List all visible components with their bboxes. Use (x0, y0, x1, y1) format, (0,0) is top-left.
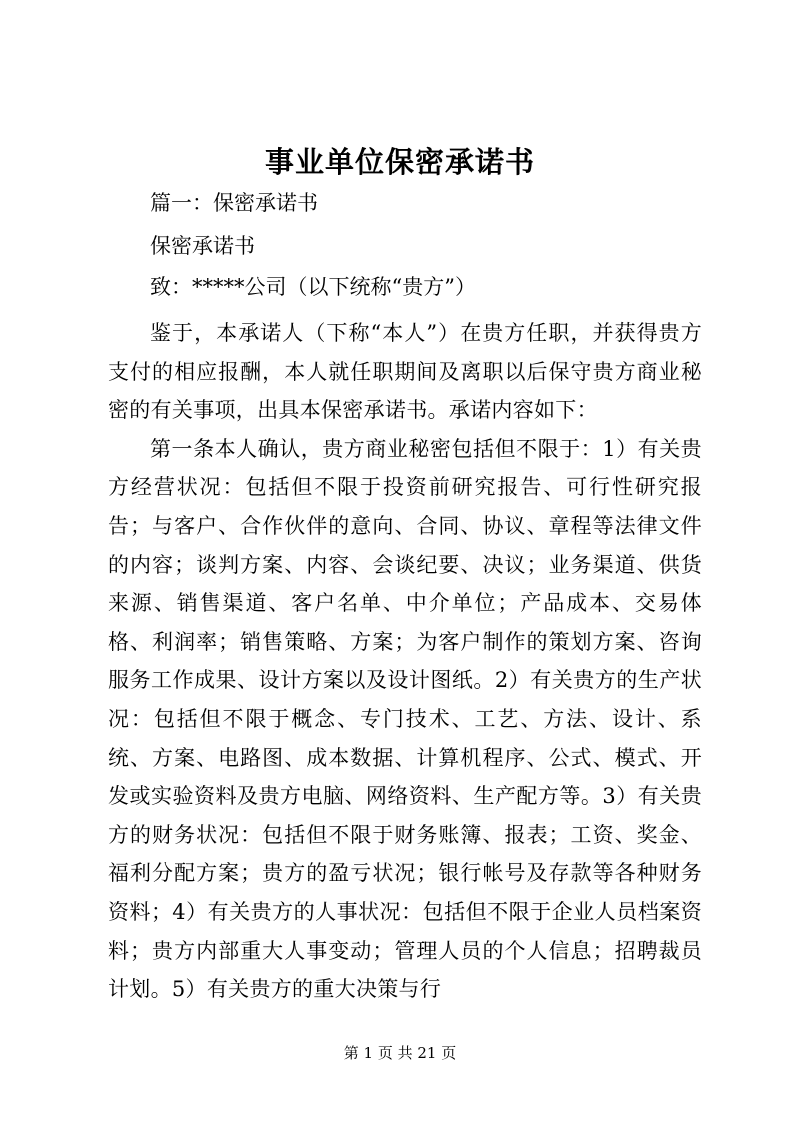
page-title: 事业单位保密承诺书 (264, 145, 535, 179)
article-one-paragraph: 第一条本人确认，贵方商业秘密包括但不限于：1）有关贵方经营状况：包括但不限于投资前研究报告、可行性研究报告；与客户、合作伙伴的意向、合同、协议、章程等法律文件的内容；谈判方案、内容、会谈纪要、决议；业务渠道、供货来源、销售渠道、客户名单、中介单位；产品成本、交易体格、利润率；销售策略、方案；为客户制作的策划方案、咨询服务工作成果、设计方案以及设计图纸。2）有关贵方的生产状况：包括但不限于概念、专门技术、工艺、方法、设计、系统、方案、电路图、成本数据、计算机程序、公式、模式、开发或实验资料及贵方电脑、网络资料、生产配方等。3）有关贵方的财务状况：包括但不限于财务账簿、报表；工资、奖金、福利分配方案；贵方的盈亏状况；银行帐号及存款等各种财务资料；4）有关贵方的人事状况：包括但不限于企业人员档案资料；贵方内部重大人事变动；管理人员的个人信息；招聘裁员计划。5）有关贵方的重大决策与行 (108, 436, 702, 1002)
intro-paragraph: 鉴于，本承诺人（下称“本人”）在贵方任职，并获得贵方支付的相应报酬，本人就任职期间及离职以后保守贵方商业秘密的有关事项，出具本保密承诺书。承诺内容如下： (108, 321, 702, 423)
section-heading: 篇一：保密承诺书 (150, 191, 318, 215)
sub-heading: 保密承诺书 (150, 234, 255, 258)
addressee-line: 致：*****公司（以下统称“贵方”） (150, 275, 476, 299)
document-body (108, 314, 702, 1009)
page-footer: 第 1 页 共 21 页 (343, 1044, 457, 1062)
